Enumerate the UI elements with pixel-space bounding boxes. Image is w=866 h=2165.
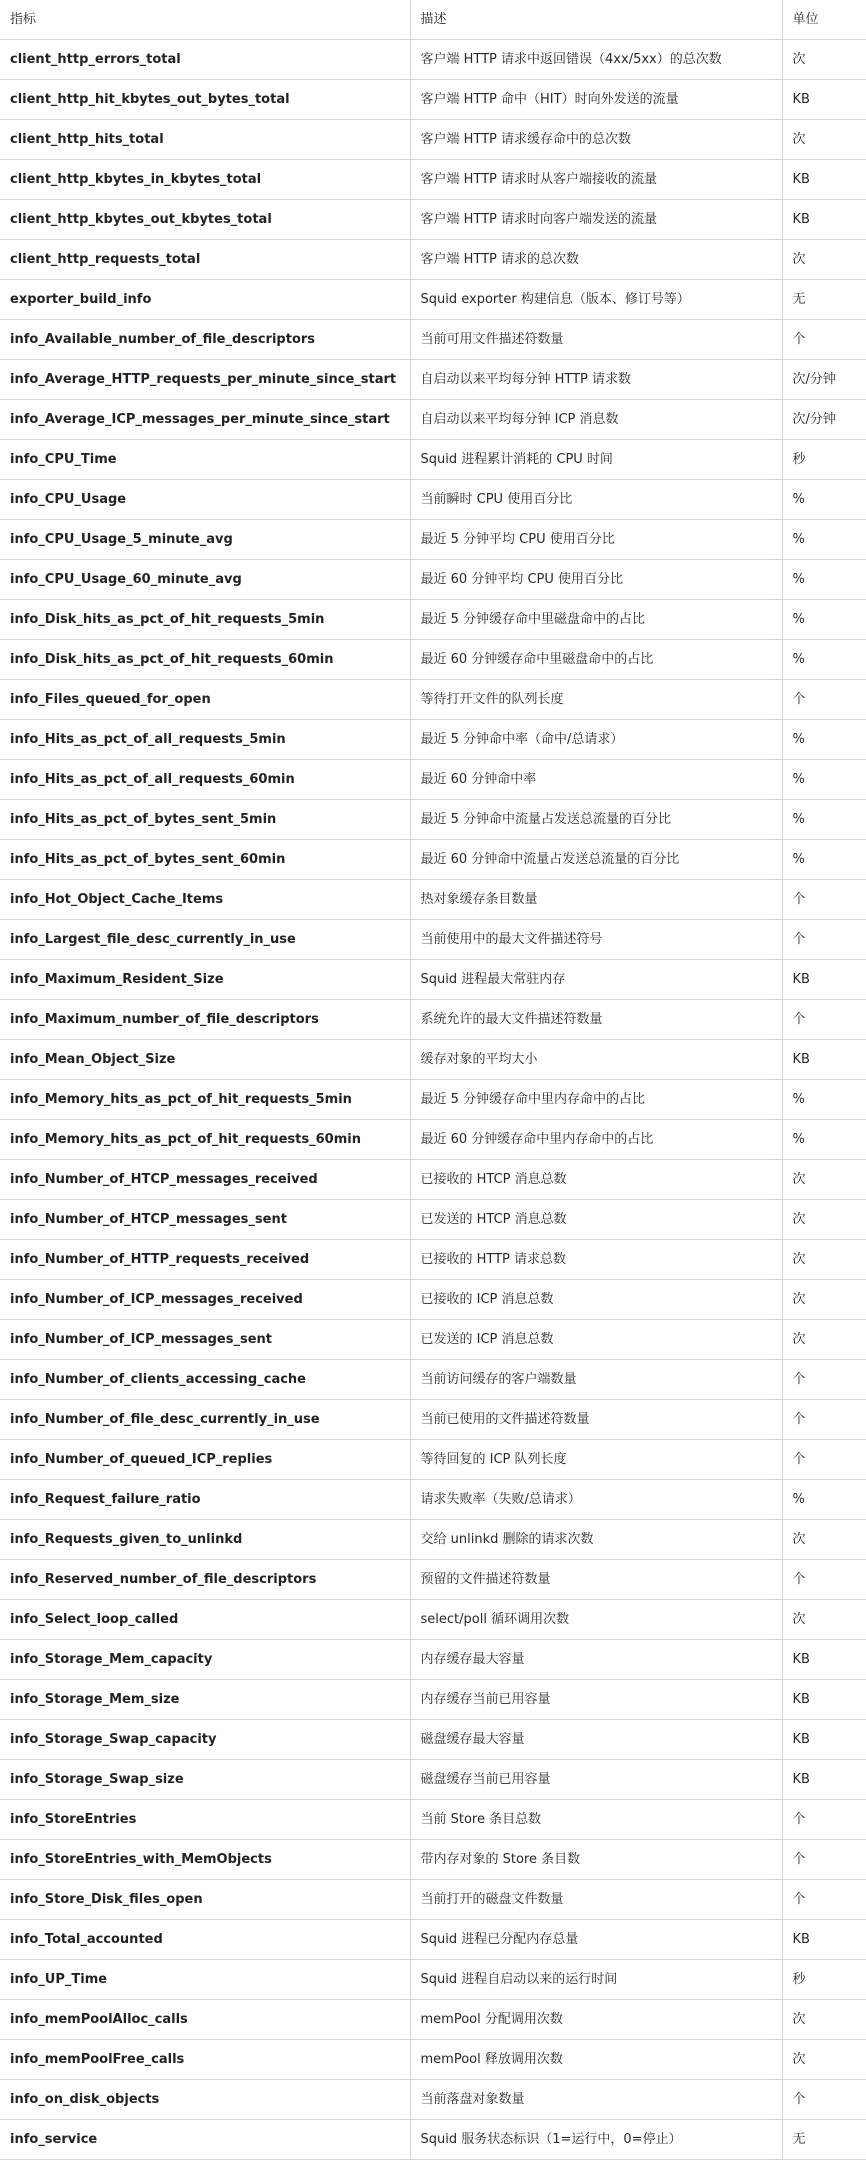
metric-unit-cell: 个 [782,1800,866,1840]
metric-name-cell: info_CPU_Time [0,440,410,480]
table-row [0,320,866,360]
table-row [0,560,866,600]
metric-unit-cell: 个 [782,320,866,360]
metric-name-cell: info_Select_loop_called [0,1600,410,1640]
metric-unit-cell: % [782,560,866,600]
metric-unit-cell: 次 [782,1600,866,1640]
header-metric: 指标 [0,0,410,40]
metric-desc-cell: 系统允许的最大文件描述符数量 [410,1000,782,1040]
metric-desc-cell: 自启动以来平均每分钟 ICP 消息数 [410,400,782,440]
table-row [0,1960,866,2000]
metric-desc-cell: 最近 5 分钟命中率（命中/总请求） [410,720,782,760]
metric-name-cell: info_CPU_Usage_60_minute_avg [0,560,410,600]
table-row [0,1400,866,1440]
metric-unit-cell: % [782,480,866,520]
metric-name-cell: info_StoreEntries_with_MemObjects [0,1840,410,1880]
table-row [0,80,866,120]
metric-desc-cell: 交给 unlinkd 删除的请求次数 [410,1520,782,1560]
table-row [0,1280,866,1320]
metric-unit-cell: 次 [782,1160,866,1200]
metric-desc-cell: 客户端 HTTP 请求时向客户端发送的流量 [410,200,782,240]
metric-desc-cell: 预留的文件描述符数量 [410,1560,782,1600]
metric-desc-cell: memPool 释放调用次数 [410,2040,782,2080]
table-row [0,1720,866,1760]
table-row [0,1920,866,1960]
metric-desc-cell: 已接收的 HTCP 消息总数 [410,1160,782,1200]
table-row [0,1240,866,1280]
metric-name-cell: info_Storage_Swap_size [0,1760,410,1800]
table-row [0,40,866,80]
metric-desc-cell: 最近 5 分钟命中流量占发送总流量的百分比 [410,800,782,840]
metric-unit-cell: 秒 [782,440,866,480]
metric-desc-cell: 当前已使用的文件描述符数量 [410,1400,782,1440]
metric-desc-cell: Squid exporter 构建信息（版本、修订号等） [410,280,782,320]
table-row [0,1200,866,1240]
metric-desc-cell: 磁盘缓存当前已用容量 [410,1760,782,1800]
metric-unit-cell: % [782,1480,866,1520]
metric-desc-cell: select/poll 循环调用次数 [410,1600,782,1640]
table-row [0,680,866,720]
metric-desc-cell: 最近 60 分钟命中率 [410,760,782,800]
table-row [0,2080,866,2120]
metric-name-cell: info_Maximum_Resident_Size [0,960,410,1000]
metric-name-cell: info_Reserved_number_of_file_descriptors [0,1560,410,1600]
table-row [0,760,866,800]
metric-desc-cell: 当前访问缓存的客户端数量 [410,1360,782,1400]
metric-name-cell: info_on_disk_objects [0,2080,410,2120]
metric-name-cell: info_Number_of_ICP_messages_sent [0,1320,410,1360]
table-row [0,1080,866,1120]
metric-name-cell: info_Largest_file_desc_currently_in_use [0,920,410,960]
metric-desc-cell: 内存缓存当前已用容量 [410,1680,782,1720]
metric-unit-cell: KB [782,160,866,200]
metric-unit-cell: 次 [782,1320,866,1360]
table-row [0,1360,866,1400]
metric-desc-cell: 最近 5 分钟缓存命中里内存命中的占比 [410,1080,782,1120]
metric-name-cell: info_Memory_hits_as_pct_of_hit_requests_5min [0,1080,410,1120]
metric-name-cell: info_Disk_hits_as_pct_of_hit_requests_60min [0,640,410,680]
metric-unit-cell: 个 [782,920,866,960]
metric-unit-cell: 次/分钟 [782,400,866,440]
metric-name-cell: info_Memory_hits_as_pct_of_hit_requests_60min [0,1120,410,1160]
table-row [0,1320,866,1360]
table-row [0,1840,866,1880]
metric-name-cell: info_Available_number_of_file_descriptors [0,320,410,360]
table-row [0,1120,866,1160]
metric-unit-cell: 个 [782,1400,866,1440]
header-unit: 单位 [782,0,866,40]
metric-desc-cell: 当前可用文件描述符数量 [410,320,782,360]
metric-name-cell: info_Hot_Object_Cache_Items [0,880,410,920]
table-row [0,1440,866,1480]
metric-unit-cell: % [782,600,866,640]
metric-name-cell: info_Disk_hits_as_pct_of_hit_requests_5min [0,600,410,640]
metric-desc-cell: 最近 5 分钟缓存命中里磁盘命中的占比 [410,600,782,640]
metric-unit-cell: 个 [782,880,866,920]
metric-name-cell: info_Average_ICP_messages_per_minute_since_start [0,400,410,440]
metric-unit-cell: KB [782,1680,866,1720]
metric-unit-cell: 次 [782,240,866,280]
metric-unit-cell: 个 [782,1440,866,1480]
metric-desc-cell: 最近 60 分钟缓存命中里内存命中的占比 [410,1120,782,1160]
metric-desc-cell: Squid 进程最大常驻内存 [410,960,782,1000]
metric-unit-cell: % [782,800,866,840]
table-row [0,600,866,640]
table-row [0,120,866,160]
metric-name-cell: info_Average_HTTP_requests_per_minute_since_start [0,360,410,400]
table-row [0,200,866,240]
metric-name-cell: info_memPoolFree_calls [0,2040,410,2080]
table-row [0,1760,866,1800]
table-row [0,440,866,480]
metric-desc-cell: memPool 分配调用次数 [410,2000,782,2040]
metric-unit-cell: 个 [782,1000,866,1040]
metric-unit-cell: 无 [782,2120,866,2160]
metric-desc-cell: Squid 进程已分配内存总量 [410,1920,782,1960]
metric-unit-cell: 秒 [782,1960,866,2000]
table-row [0,1560,866,1600]
metric-unit-cell: % [782,1120,866,1160]
table-row [0,2040,866,2080]
metric-unit-cell: KB [782,200,866,240]
metric-name-cell: info_Storage_Mem_capacity [0,1640,410,1680]
table-row [0,1040,866,1080]
metric-desc-cell: Squid 进程自启动以来的运行时间 [410,1960,782,2000]
metric-name-cell: info_Total_accounted [0,1920,410,1960]
metric-name-cell: info_Number_of_queued_ICP_replies [0,1440,410,1480]
metric-name-cell: info_Files_queued_for_open [0,680,410,720]
metric-name-cell: info_Storage_Mem_size [0,1680,410,1720]
metric-desc-cell: 客户端 HTTP 请求的总次数 [410,240,782,280]
table-row [0,800,866,840]
table-row [0,1600,866,1640]
table-row [0,2000,866,2040]
metric-name-cell: info_Number_of_clients_accessing_cache [0,1360,410,1400]
table-row [0,1880,866,1920]
metric-unit-cell: 个 [782,680,866,720]
metric-desc-cell: 热对象缓存条目数量 [410,880,782,920]
metric-name-cell: info_Mean_Object_Size [0,1040,410,1080]
metric-name-cell: info_Store_Disk_files_open [0,1880,410,1920]
metric-name-cell: exporter_build_info [0,280,410,320]
metric-desc-cell: 当前 Store 条目总数 [410,1800,782,1840]
metric-desc-cell: 当前落盘对象数量 [410,2080,782,2120]
table-header-row [0,0,866,40]
metric-name-cell: info_Hits_as_pct_of_bytes_sent_5min [0,800,410,840]
metric-desc-cell: 最近 60 分钟平均 CPU 使用百分比 [410,560,782,600]
metric-unit-cell: 次 [782,1280,866,1320]
metric-name-cell: info_Hits_as_pct_of_bytes_sent_60min [0,840,410,880]
metric-name-cell: client_http_errors_total [0,40,410,80]
table-row [0,720,866,760]
metric-desc-cell: 请求失败率（失败/总请求） [410,1480,782,1520]
metric-desc-cell: 带内存对象的 Store 条目数 [410,1840,782,1880]
table-row [0,1000,866,1040]
metric-unit-cell: KB [782,1720,866,1760]
metric-desc-cell: Squid 进程累计消耗的 CPU 时间 [410,440,782,480]
table-body [0,40,866,2160]
metric-unit-cell: 次/分钟 [782,360,866,400]
table-row [0,240,866,280]
metric-desc-cell: 当前打开的磁盘文件数量 [410,1880,782,1920]
metric-desc-cell: 内存缓存最大容量 [410,1640,782,1680]
table-row [0,520,866,560]
metric-desc-cell: Squid 服务状态标识（1=运行中，0=停止） [410,2120,782,2160]
metric-name-cell: info_Requests_given_to_unlinkd [0,1520,410,1560]
table-row [0,1160,866,1200]
metric-unit-cell: 个 [782,2080,866,2120]
metric-name-cell: info_StoreEntries [0,1800,410,1840]
metric-name-cell: info_CPU_Usage [0,480,410,520]
metric-name-cell: info_CPU_Usage_5_minute_avg [0,520,410,560]
metric-desc-cell: 客户端 HTTP 请求时从客户端接收的流量 [410,160,782,200]
metric-name-cell: info_Number_of_HTCP_messages_received [0,1160,410,1200]
metric-unit-cell: % [782,840,866,880]
metric-desc-cell: 客户端 HTTP 请求中返回错误（4xx/5xx）的总次数 [410,40,782,80]
metric-desc-cell: 客户端 HTTP 命中（HIT）时向外发送的流量 [410,80,782,120]
table-row [0,360,866,400]
table-row [0,880,866,920]
metric-unit-cell: 个 [782,1560,866,1600]
metric-unit-cell: % [782,760,866,800]
metric-name-cell: client_http_hits_total [0,120,410,160]
table-row [0,400,866,440]
metric-unit-cell: % [782,720,866,760]
metric-unit-cell: KB [782,1760,866,1800]
metric-unit-cell: 次 [782,40,866,80]
table-row [0,160,866,200]
metric-desc-cell: 磁盘缓存最大容量 [410,1720,782,1760]
table-row [0,1800,866,1840]
table-row [0,640,866,680]
table-row [0,1640,866,1680]
metric-desc-cell: 最近 60 分钟缓存命中里磁盘命中的占比 [410,640,782,680]
metric-name-cell: info_service [0,2120,410,2160]
metric-unit-cell: 无 [782,280,866,320]
table-row [0,1480,866,1520]
metric-name-cell: client_http_hit_kbytes_out_bytes_total [0,80,410,120]
table-row [0,1680,866,1720]
metric-unit-cell: 次 [782,1200,866,1240]
metric-name-cell: info_Number_of_HTCP_messages_sent [0,1200,410,1240]
metric-name-cell: info_Request_failure_ratio [0,1480,410,1520]
metric-unit-cell: 个 [782,1360,866,1400]
metric-unit-cell: KB [782,1040,866,1080]
metric-unit-cell: KB [782,960,866,1000]
metric-desc-cell: 已接收的 ICP 消息总数 [410,1280,782,1320]
metric-unit-cell: 次 [782,2040,866,2080]
metric-unit-cell: % [782,640,866,680]
metric-name-cell: info_Number_of_ICP_messages_received [0,1280,410,1320]
metric-unit-cell: KB [782,1640,866,1680]
table-row [0,840,866,880]
metric-unit-cell: KB [782,1920,866,1960]
metric-desc-cell: 当前瞬时 CPU 使用百分比 [410,480,782,520]
metric-name-cell: info_memPoolAlloc_calls [0,2000,410,2040]
metric-unit-cell: 次 [782,1240,866,1280]
metric-name-cell: info_Number_of_file_desc_currently_in_use [0,1400,410,1440]
metric-desc-cell: 最近 60 分钟命中流量占发送总流量的百分比 [410,840,782,880]
metric-desc-cell: 已接收的 HTTP 请求总数 [410,1240,782,1280]
metric-desc-cell: 当前使用中的最大文件描述符号 [410,920,782,960]
table-row [0,1520,866,1560]
metric-name-cell: client_http_requests_total [0,240,410,280]
metric-desc-cell: 已发送的 ICP 消息总数 [410,1320,782,1360]
table-row [0,480,866,520]
metric-name-cell: client_http_kbytes_in_kbytes_total [0,160,410,200]
table-row [0,280,866,320]
metric-desc-cell: 自启动以来平均每分钟 HTTP 请求数 [410,360,782,400]
metric-unit-cell: KB [782,80,866,120]
table-row [0,920,866,960]
metric-unit-cell: 次 [782,2000,866,2040]
metric-desc-cell: 客户端 HTTP 请求缓存命中的总次数 [410,120,782,160]
metric-desc-cell: 等待回复的 ICP 队列长度 [410,1440,782,1480]
metric-name-cell: info_Number_of_HTTP_requests_received [0,1240,410,1280]
metric-desc-cell: 缓存对象的平均大小 [410,1040,782,1080]
metric-unit-cell: 个 [782,1840,866,1880]
metric-desc-cell: 最近 5 分钟平均 CPU 使用百分比 [410,520,782,560]
metric-unit-cell: % [782,520,866,560]
header-description: 描述 [410,0,782,40]
metric-unit-cell: 个 [782,1880,866,1920]
table-row [0,2120,866,2160]
table-row [0,960,866,1000]
metric-unit-cell: % [782,1080,866,1120]
metric-unit-cell: 次 [782,120,866,160]
metric-desc-cell: 等待打开文件的队列长度 [410,680,782,720]
metric-name-cell: info_Maximum_number_of_file_descriptors [0,1000,410,1040]
metric-name-cell: info_Hits_as_pct_of_all_requests_5min [0,720,410,760]
metric-unit-cell: 次 [782,1520,866,1560]
metric-name-cell: info_Hits_as_pct_of_all_requests_60min [0,760,410,800]
metric-desc-cell: 已发送的 HTCP 消息总数 [410,1200,782,1240]
metric-name-cell: info_Storage_Swap_capacity [0,1720,410,1760]
metric-name-cell: info_UP_Time [0,1960,410,2000]
metric-name-cell: client_http_kbytes_out_kbytes_total [0,200,410,240]
